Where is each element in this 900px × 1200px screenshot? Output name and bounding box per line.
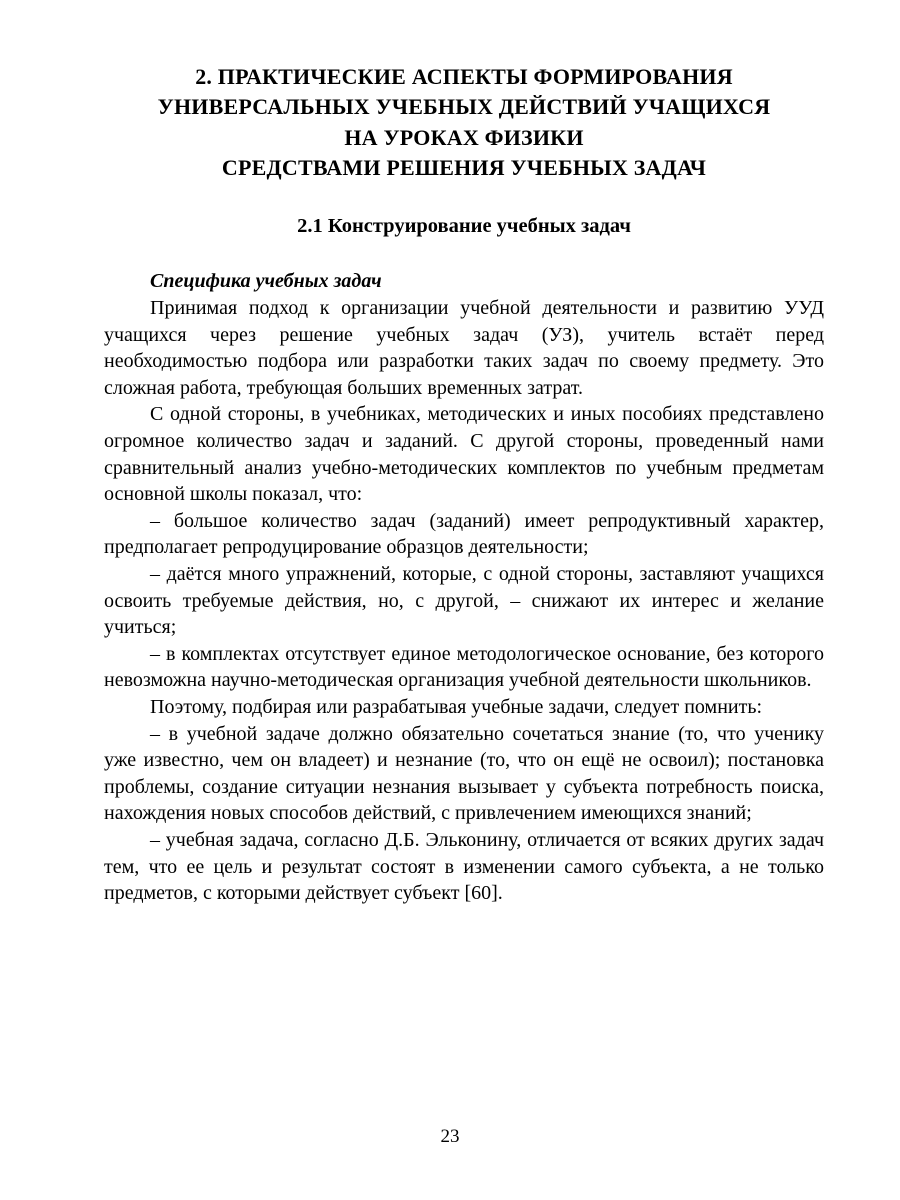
subsection-subheading: Специфика учебных задач <box>150 270 382 293</box>
paragraph: Поэтому, подбирая или разрабатывая учебные задачи, следует помнить: <box>150 695 763 718</box>
list-item: – большое количество задач (заданий) имеет репродуктивный характер, предполагает репродуцирование образцов деятельности; <box>104 509 824 559</box>
list-item: – даётся много упражнений, которые, с одной стороны, заставляют учащихся освоить требуемые действия, но, с другой, – снижают их интерес и желание учиться; <box>104 562 824 639</box>
body-text <box>104 268 824 906</box>
chapter-title-line: СРЕДСТВАМИ РЕШЕНИЯ УЧЕБНЫХ ЗАДАЧ <box>221 155 707 181</box>
paragraph: Принимая подход к организации учебной деятельности и развитию УУД учащихся через решение учебных задач (УЗ), учитель встаёт перед необходимостью подбора или разработки таких задач по своему предмету. Это сложная работа, требующая больших временных затрат. <box>104 297 824 399</box>
section-heading: 2.1 Конструирование учебных задач <box>297 215 631 238</box>
page-number: 23 <box>440 1126 460 1147</box>
list-item: – в учебной задаче должно обязательно сочетаться знание (то, что ученику уже известно, чем он владеет) и незнание (то, что он ещё не освоил); постановка проблемы, создание ситуации незнания вызывает у субъекта потребность поиска, нахождения новых способов действий, с привлечением имеющихся знаний; <box>104 722 824 825</box>
chapter-title-line: УНИВЕРСАЛЬНЫХ УЧЕБНЫХ ДЕЙСТВИЙ УЧАЩИХСЯ <box>157 94 771 120</box>
chapter-title-line: НА УРОКАХ ФИЗИКИ <box>344 124 584 150</box>
chapter-title <box>104 62 824 183</box>
list-item: – учебная задача, согласно Д.Б. Эльконину, отличается от всяких других задач тем, что ее цель и результат состоят в изменении самого субъекта, а не только предметов, с которыми действует субъект [60]. <box>104 828 824 905</box>
chapter-title-line: 2. ПРАКТИЧЕСКИЕ АСПЕКТЫ ФОРМИРОВАНИЯ <box>195 64 733 89</box>
list-item: – в комплектах отсутствует единое методологическое основание, без которого невозможна научно-методическая организация учебной деятельности школьников. <box>104 642 824 692</box>
paragraph: С одной стороны, в учебниках, методических и иных пособиях представлено огромное количество задач и заданий. С другой стороны, проведенный нами сравнительный анализ учебно-методических комплектов по учебным предметам основной школы показал, что: <box>104 403 824 506</box>
